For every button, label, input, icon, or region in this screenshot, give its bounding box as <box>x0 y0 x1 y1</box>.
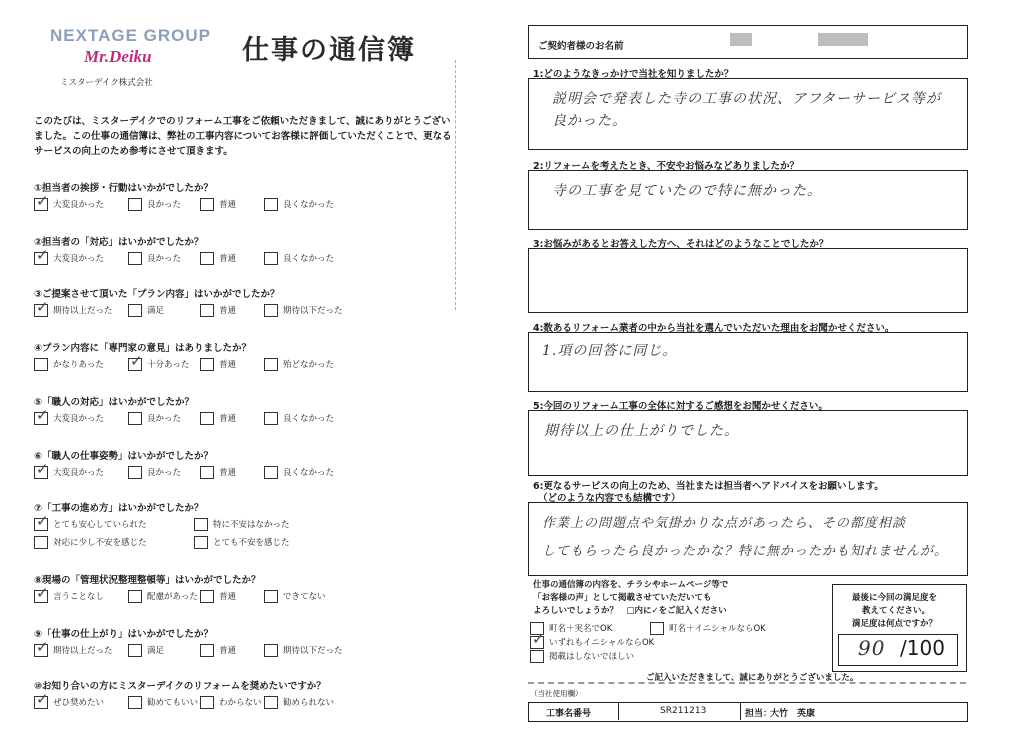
question-9-option-1[interactable] <box>34 644 113 657</box>
question-5-option-3[interactable] <box>200 412 236 425</box>
question-6-checkbox-1[interactable] <box>34 466 48 479</box>
question-7-title: ⑦「工事の進め方」はいかがでしたか？ <box>34 503 204 514</box>
question-7-option-4[interactable] <box>194 536 290 549</box>
question-6-option-label: 良かった <box>147 468 182 478</box>
question-8-checkbox-3[interactable] <box>200 590 214 603</box>
question-5-option-4[interactable] <box>264 412 334 425</box>
question-1-checkbox-4[interactable] <box>264 198 278 211</box>
question-5-option-label: 大変良かった <box>53 414 105 424</box>
question-1-option-1[interactable] <box>34 198 104 211</box>
question-9-checkbox-4[interactable] <box>264 644 278 657</box>
question-3-option-label: 満足 <box>147 306 165 316</box>
question-6-option-2[interactable] <box>128 466 181 479</box>
question-8-option-label: できてない <box>283 592 326 602</box>
question-1-option-2[interactable] <box>128 198 181 211</box>
question-1-option-4[interactable] <box>264 198 334 211</box>
publish-checkbox-3[interactable] <box>530 636 544 649</box>
right-question-6-subtitle: （どのような内容でも結構です） <box>538 493 681 504</box>
intro-text: このたびは、ミスターデイクでのリフォーム工事をご依頼いただきまして、誠にありがとうございました。この仕事の通信簿は、弊社の工事内容についてお客様に評価していただくことで、更なるサービスの向上のため参考にさせて頂きます。 <box>34 116 452 157</box>
question-10-option-3[interactable] <box>200 696 262 709</box>
question-3-checkbox-2[interactable] <box>128 304 142 317</box>
publish-checkbox-2[interactable] <box>650 622 664 635</box>
job-number: SR211213 <box>660 706 707 716</box>
publish-checkbox-4[interactable] <box>530 650 544 663</box>
question-8-option-label: 普通 <box>219 592 237 602</box>
publish-option-3[interactable]: ✓いずれもイニシャルならOK <box>530 636 654 649</box>
question-7-checkbox-4[interactable] <box>194 536 208 549</box>
publish-text-1: 仕事の通信簿の内容を、チラシやホームページ等で <box>533 580 729 590</box>
question-10-checkbox-2[interactable] <box>128 696 142 709</box>
question-6-option-3[interactable] <box>200 466 236 479</box>
question-7-option-3[interactable] <box>34 536 147 549</box>
question-8-option-1[interactable] <box>34 590 104 603</box>
score-label-1: 最後に今回の満足度を <box>852 593 938 603</box>
question-10-checkbox-3[interactable] <box>200 696 214 709</box>
question-1-checkbox-2[interactable] <box>128 198 142 211</box>
question-2-option-4[interactable] <box>264 252 334 265</box>
question-3-title: ③ご提案させて頂いた「プラン内容」はいかがでしたか？ <box>34 289 280 300</box>
question-4-option-label: かなりあった <box>53 360 104 370</box>
question-2-option-label: 普通 <box>219 254 237 264</box>
right-question-5-title: 5:今回のリフォーム工事の全体に対するご感想をお聞かせください。 <box>533 401 828 412</box>
question-7-option-label: とても不安を感じた <box>213 538 290 548</box>
question-7-option-1[interactable] <box>34 518 147 531</box>
question-6-title: ⑥「職人の仕事姿勢」はいかがでしたか？ <box>34 451 214 462</box>
question-6-option-label: 良くなかった <box>283 468 335 478</box>
question-2-title: ②担当者の「対応」はいかがでしたか？ <box>34 237 204 248</box>
score-max: /100 <box>900 636 945 660</box>
question-4-option-1[interactable] <box>34 358 104 371</box>
right-question-6-answer-line2: してもらったら良かったかな？特に無かったかも知れませんが。 <box>542 544 949 559</box>
staff-name: 大竹 英康 <box>770 709 816 719</box>
publish-text-3: よろしいでしょうか？ □内に✓をご記入ください <box>533 606 727 616</box>
question-5-option-2[interactable] <box>128 412 181 425</box>
cut-line <box>528 682 966 684</box>
right-question-1-answer: 説明会で発表した寺の工事の状況、アフターサービス等が良かった。 <box>552 91 942 129</box>
question-9-option-label: 期待以下だった <box>283 646 343 656</box>
right-question-3-box <box>528 248 968 313</box>
question-10-option-1[interactable] <box>34 696 104 709</box>
question-5-option-label: 良くなかった <box>283 414 335 424</box>
question-10-option-label: 勧めてもいい <box>147 698 199 708</box>
question-9-option-3[interactable] <box>200 644 236 657</box>
question-9-option-4[interactable] <box>264 644 343 657</box>
question-8-option-label: 配慮があった <box>147 592 198 602</box>
question-3-option-label: 期待以上だった <box>53 306 113 316</box>
question-4-option-4[interactable] <box>264 358 334 371</box>
question-4-option-2[interactable] <box>128 358 189 371</box>
question-9-title: ⑨「仕事の仕上がり」はいかがでしたか？ <box>34 629 214 640</box>
customer-name-label: ご契約者様のお名前 <box>538 41 624 52</box>
question-7-option-2[interactable] <box>194 518 290 531</box>
question-5-checkbox-1[interactable] <box>34 412 48 425</box>
question-6-option-1[interactable] <box>34 466 104 479</box>
question-8-checkbox-2[interactable] <box>128 590 142 603</box>
question-2-option-3[interactable] <box>200 252 236 265</box>
page-title: 仕事の通信簿 <box>242 35 416 66</box>
question-4-title: ④プラン内容に「専門家の意見」はありましたか？ <box>34 343 252 354</box>
question-1-checkbox-1[interactable] <box>34 198 48 211</box>
company-name: ミスターデイク株式会社 <box>60 78 153 88</box>
question-1-option-label: 良くなかった <box>283 200 335 210</box>
question-4-option-label: 殆どなかった <box>283 360 335 370</box>
right-question-3-title: 3:お悩みがあるとお答えした方へ、それはどのようなことでしたか？ <box>533 239 829 250</box>
job-number-label: 工事名番号 <box>546 709 592 719</box>
right-question-6-title: 6:更なるサービスの向上のため、当社または担当者へアドバイスをお願いします。 <box>533 481 884 492</box>
question-8-option-3[interactable] <box>200 590 236 603</box>
question-8-option-4[interactable] <box>264 590 326 603</box>
question-6-option-4[interactable] <box>264 466 334 479</box>
staff-label: 担当： <box>745 709 773 719</box>
question-4-checkbox-1[interactable] <box>34 358 48 371</box>
question-4-checkbox-4[interactable] <box>264 358 278 371</box>
question-2-option-label: 良くなかった <box>283 254 335 264</box>
redacted-name-1 <box>730 33 752 46</box>
question-8-checkbox-4[interactable] <box>264 590 278 603</box>
office-use-label: （当社使用欄） <box>530 689 583 698</box>
right-question-6-answer-line1: 作業上の問題点や気掛かりな点があったら、その都度相談 <box>542 516 906 531</box>
publish-text-2: 「お客様の声」として掲載させていただいても <box>533 593 712 603</box>
score-label-2: 教えてください。 <box>862 606 931 616</box>
question-8-checkbox-1[interactable] <box>34 590 48 603</box>
closing-message: ご記入いただきまして、誠にありがとうございました。 <box>646 673 859 683</box>
question-1-title: ①担当者の挨拶・行動はいかがでしたか？ <box>34 183 214 194</box>
question-5-option-label: 普通 <box>219 414 237 424</box>
question-3-option-4[interactable] <box>264 304 343 317</box>
scan-artifact-divider <box>455 60 456 310</box>
right-question-4-answer: 1.項の回答に同じ。 <box>542 343 678 359</box>
footer-divider-2 <box>740 702 741 720</box>
publish-option-1[interactable]: 町名＋実名でOK <box>530 622 612 635</box>
question-10-option-2[interactable] <box>128 696 198 709</box>
question-1-checkbox-3[interactable] <box>200 198 214 211</box>
score-value: 90 <box>858 636 886 660</box>
question-9-checkbox-2[interactable] <box>128 644 142 657</box>
question-10-checkbox-4[interactable] <box>264 696 278 709</box>
question-7-checkbox-3[interactable] <box>34 536 48 549</box>
question-2-option-label: 大変良かった <box>53 254 105 264</box>
right-question-2-answer: 寺の工事を見ていたので特に無かった。 <box>552 183 822 199</box>
right-question-2-title: 2:リフォームを考えたとき、不安やお悩みなどありましたか？ <box>533 161 800 172</box>
question-3-option-label: 普通 <box>219 306 237 316</box>
question-4-checkbox-2[interactable] <box>128 358 142 371</box>
question-2-checkbox-3[interactable] <box>200 252 214 265</box>
question-5-checkbox-3[interactable] <box>200 412 214 425</box>
question-9-option-label: 満足 <box>147 646 165 656</box>
footer-divider-1 <box>618 702 619 720</box>
question-10-option-label: 勧められない <box>283 698 335 708</box>
question-3-option-2[interactable] <box>128 304 164 317</box>
question-5-checkbox-2[interactable] <box>128 412 142 425</box>
question-10-option-4[interactable] <box>264 696 334 709</box>
question-8-title: ⑧現場の「管理状況整理整頓等」はいかがでしたか？ <box>34 575 261 586</box>
question-7-checkbox-2[interactable] <box>194 518 208 531</box>
publish-option-2[interactable]: 町名＋イニシャルならOK <box>650 622 766 635</box>
right-question-1-title: 1:どのようなきっかけで当社を知りましたか？ <box>533 69 734 80</box>
question-6-checkbox-3[interactable] <box>200 466 214 479</box>
question-9-option-label: 普通 <box>219 646 237 656</box>
question-3-checkbox-3[interactable] <box>200 304 214 317</box>
question-2-checkbox-1[interactable] <box>34 252 48 265</box>
question-2-option-label: 良かった <box>147 254 182 264</box>
question-3-checkbox-1[interactable] <box>34 304 48 317</box>
question-9-option-label: 期待以上だった <box>53 646 113 656</box>
question-9-checkbox-1[interactable] <box>34 644 48 657</box>
question-2-option-1[interactable] <box>34 252 104 265</box>
question-10-option-label: ぜひ奨めたい <box>53 698 105 708</box>
question-3-option-1[interactable] <box>34 304 113 317</box>
question-1-option-3[interactable] <box>200 198 236 211</box>
question-7-checkbox-1[interactable] <box>34 518 48 531</box>
question-3-option-3[interactable] <box>200 304 236 317</box>
question-10-title: ⑩お知り合いの方にミスターデイクのリフォームを奨めたいですか？ <box>34 681 326 692</box>
question-9-option-2[interactable] <box>128 644 164 657</box>
question-4-option-label: 十分あった <box>147 360 190 370</box>
question-8-option-label: 言うことなし <box>53 592 105 602</box>
question-7-option-label: 特に不安はなかった <box>213 520 290 530</box>
publish-option-4[interactable]: 掲載はしないでほしい <box>530 650 634 663</box>
question-4-checkbox-3[interactable] <box>200 358 214 371</box>
question-7-option-label: とても安心していられた <box>53 520 147 530</box>
question-6-checkbox-4[interactable] <box>264 466 278 479</box>
question-2-checkbox-2[interactable] <box>128 252 142 265</box>
question-7-option-label: 対応に少し不安を感じた <box>53 538 147 548</box>
question-5-title: ⑤「職人の対応」はいかがでしたか？ <box>34 397 195 408</box>
logo-text: NEXTAGE GROUP <box>50 26 211 45</box>
right-question-5-answer: 期待以上の仕上がりでした。 <box>544 423 739 439</box>
redacted-name-2 <box>818 33 868 46</box>
question-1-option-label: 大変良かった <box>53 200 105 210</box>
question-3-checkbox-4[interactable] <box>264 304 278 317</box>
question-8-option-2[interactable] <box>128 590 198 603</box>
right-question-2-box <box>528 170 968 230</box>
score-label-3: 満足度は何点ですか？ <box>852 619 938 629</box>
question-4-option-3[interactable] <box>200 358 236 371</box>
question-2-checkbox-4[interactable] <box>264 252 278 265</box>
question-4-option-label: 普通 <box>219 360 237 370</box>
question-6-checkbox-2[interactable] <box>128 466 142 479</box>
question-3-option-label: 期待以下だった <box>283 306 343 316</box>
question-1-option-label: 良かった <box>147 200 182 210</box>
question-1-option-label: 普通 <box>219 200 237 210</box>
logo-sub: Mr.Deiku <box>84 47 152 66</box>
question-10-checkbox-1[interactable] <box>34 696 48 709</box>
question-10-option-label: わからない <box>219 698 262 708</box>
question-2-option-2[interactable] <box>128 252 181 265</box>
question-9-checkbox-3[interactable] <box>200 644 214 657</box>
question-5-option-label: 良かった <box>147 414 182 424</box>
question-6-option-label: 普通 <box>219 468 237 478</box>
question-5-checkbox-4[interactable] <box>264 412 278 425</box>
question-6-option-label: 大変良かった <box>53 468 105 478</box>
question-5-option-1[interactable] <box>34 412 104 425</box>
right-question-4-title: 4:数あるリフォーム業者の中から当社を選んでいただいた理由をお聞かせください。 <box>533 323 895 334</box>
